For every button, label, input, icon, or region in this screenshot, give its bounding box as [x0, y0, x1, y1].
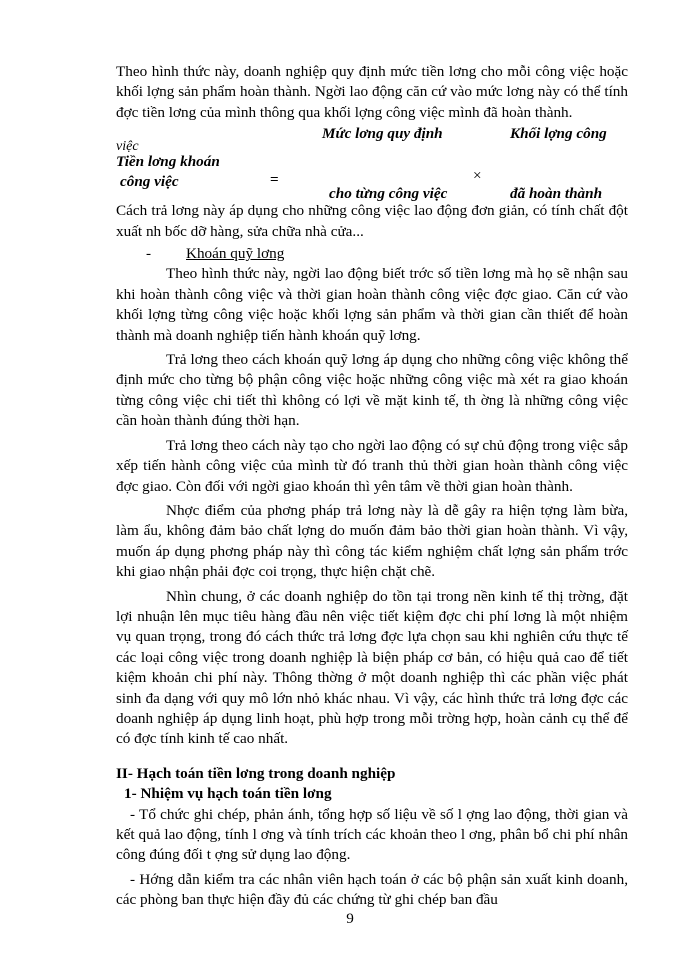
- formula-rate-label: Mức lơng quy định: [322, 125, 443, 143]
- body-paragraph: Nhợc điểm của phơng pháp trả lơng này là dễ gây ra hiện tợng làm bừa, làm ẩu, không đảm bảo chất lợng do muốn đảm bảo thời gian hoàn thành. Vì vậy, muốn áp dụng phơng pháp này thì công tác kiểm nghiệm chất lợng sản phẩm trớc khi giao nhận phải đợc coi trọng, thực hiện chặt chẽ.: [116, 501, 628, 581]
- formula-rate-label-cont: cho từng công việc: [329, 185, 448, 203]
- bullet-label: Khoán quỹ lơng: [186, 245, 285, 263]
- task-paragraph: - Hớng dẫn kiểm tra các nhân viên hạch toán ở các bộ phận sản xuất kinh doanh, các phòng ban thực hiện đầy đủ các chứng từ ghi chép ban đầu: [116, 870, 628, 909]
- document-page: [116, 62, 628, 911]
- apply-paragraph: Cách trả lơng này áp dụng cho những công việc lao động đơn giản, có tính chất đột xuất nh bốc dỡ hàng, sửa chữa nhà cửa...: [116, 202, 628, 240]
- subsection-title: 1- Nhiệm vụ hạch toán tiền lơng: [124, 785, 332, 803]
- formula-lhs-line2: công việc: [120, 173, 179, 191]
- page-number: 9: [346, 910, 354, 927]
- formula-volume-label-cont: việc: [116, 139, 139, 155]
- formula-times: ×: [473, 167, 482, 185]
- body-paragraph: Trả lơng theo cách này tạo cho ngời lao động có sự chủ động trong việc sắp xếp tiến hành công việc của mình từ đó tranh thủ thời gian hoàn thành công việc đợc giao. Còn đối với ngời giao khoán thì yên tâm về thời gian hoàn thành.: [116, 436, 628, 495]
- formula-block: [116, 123, 628, 201]
- formula-volume-done: đã hoàn thành: [510, 185, 603, 203]
- body-paragraph: Theo hình thức này, ngời lao động biết trớc số tiền lơng mà họ sẽ nhận sau khi hoàn thành công việc và thời gian hoàn thành công việc đợc giao. Căn cứ vào khối lợng từng công việc hoặc khối lợng sản phẩm và thời gian cần thiết để hoàn thành mà doanh nghiệp tiến hành khoán quỹ lơng.: [116, 265, 628, 344]
- task-paragraph: - Tổ chức ghi chép, phản ánh, tổng hợp số liệu về số l ợng lao động, thời gian và kết quả lao động, tính l ơng và tính trích các khoản theo l ơng, phân bổ chi phí nhân công đúng đối t ợng sử dụng lao động.: [116, 805, 628, 864]
- formula-volume-label: Khối lợng công: [510, 125, 607, 143]
- bullet-heading: [146, 244, 628, 264]
- section-title: II- Hạch toán tiền lơng trong doanh nghiệp: [116, 764, 396, 782]
- body-paragraph: Nhìn chung, ở các doanh nghiệp do tồn tại trong nền kinh tế thị trờng, đặt lợi nhuận lên mục tiêu hàng đầu nên việc tiết kiệm đợc chi phí lơng là một nhiệm vụ quan trọng, trong đó cách thức trả lơng đợc lựa chọn sau khi nghiên cứu thực tế các loại công việc trong doanh nghiệp là biện pháp cơ bản, có hiệu quả cao để tiết kiệm khoản chi phí này. Thông thờng ở một doanh nghiệp thì các phần việc phát sinh đa dạng với quy mô lớn nhỏ khác nhau. Vì vậy, các hình thức trả lơng đợc các doanh nghiệp áp dụng linh hoạt, phù hợp trong mỗi trờng hợp, hoàn cảnh cụ thể để có đợc tính kinh tế cao nhất.: [116, 587, 628, 748]
- formula-lhs-line1: Tiền lơng khoán: [116, 153, 220, 171]
- bullet-dash: -: [146, 245, 152, 263]
- intro-paragraph: Theo hình thức này, doanh nghiệp quy định mức tiền lơng cho mỗi công việc hoặc khối lợng sản phẩm hoàn thành. Ngời lao động căn cứ vào mức lơng này có thể tính đợc tiền lơng của mình thông qua khối lợng công việc mình đã hoàn thành.: [116, 63, 628, 121]
- formula-equals: =: [270, 171, 279, 189]
- body-paragraph: Trả lơng theo cách khoán quỹ lơng áp dụng cho những công việc không thể định mức cho từng bộ phận công việc hoặc những công việc mà xét ra giao khoán từng công việc chi tiết thì không có lợi về mặt kinh tế, th ờng là những công việc cần hoàn thành đúng thời hạn.: [116, 351, 628, 430]
